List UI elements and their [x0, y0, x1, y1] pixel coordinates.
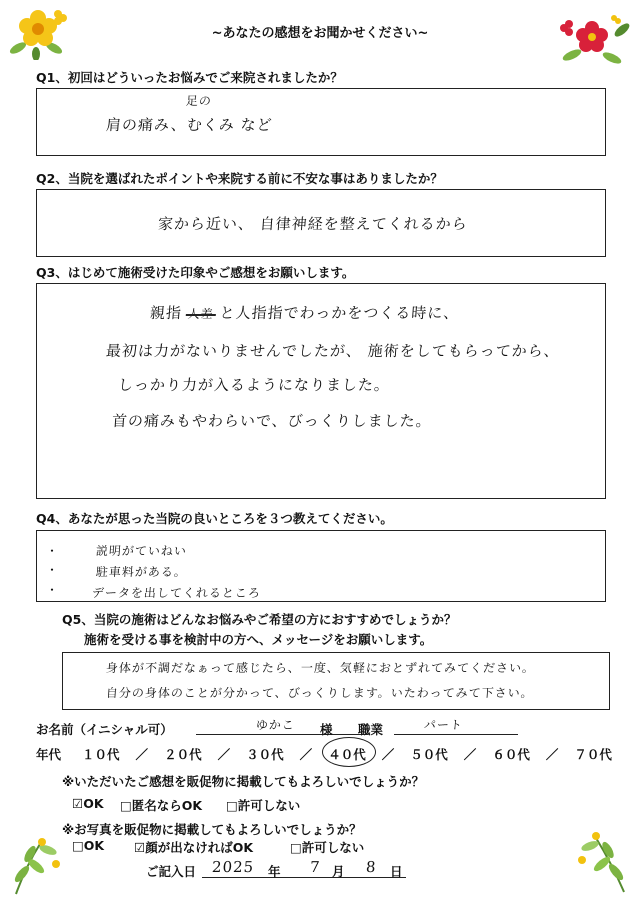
q4-answer-1: 説明がていねい: [95, 544, 188, 558]
age-option-10s[interactable]: １０代: [82, 747, 120, 762]
name-label: お名前（イニシャル可）: [36, 722, 173, 737]
q4-question: Q4、あなたが思った当院の良いところを３つ教えてください。: [36, 511, 393, 526]
q3-answer-line1: [149, 302, 460, 323]
page-title: ~あなたの感想をお聞かせください~: [211, 26, 429, 41]
q4-bullet: ・: [46, 544, 59, 558]
age-options: [82, 745, 612, 763]
q4-answer-3: データを出してくれるところ: [91, 586, 262, 600]
q3-answer-line1-rest: と人指指でわっかをつくる時に、: [218, 304, 461, 322]
year-unit: 年: [268, 864, 281, 879]
age-separator: ／: [135, 747, 149, 762]
consent-review-deny-checkbox[interactable]: □許可しない: [226, 798, 301, 813]
green-leaf-decoration-icon: [566, 830, 634, 894]
q5-answer-line1: 身体が不調だなぁって感じたら、一度、気軽におとずれてみてください。: [105, 661, 536, 675]
day-unit: 日: [390, 864, 403, 879]
q5-question-line1: Q5、当院の施術はどんなお悩みやご希望の方におすすめでしょうか？: [62, 612, 457, 627]
age-separator: ／: [545, 747, 559, 762]
name-underline: [196, 734, 368, 735]
date-underline: [202, 877, 406, 878]
q1-question: Q1、初回はどういったお悩みでご来院されましたか？: [36, 70, 343, 85]
q3-struck-word: 人差: [187, 307, 215, 321]
q4-bullet: ・: [46, 563, 59, 577]
q3-answer-line1-start: 親指: [149, 304, 183, 322]
occupation-label: 職業: [358, 722, 384, 737]
honorific-label: 様: [320, 722, 333, 737]
q3-answer-line2: 最初は力がないりませんでしたが、 施術をしてもらってから、: [105, 342, 561, 360]
q3-question: Q3、はじめて施術受けた印象やご感想をお願いします。: [36, 265, 355, 280]
q4-bullet: ・: [46, 583, 59, 597]
q1-answer: 肩の痛み、むくみ など: [105, 116, 274, 134]
date-label: ご記入日: [146, 864, 197, 879]
q5-answer-line2: 自分の身体のことが分かって、びっくりします。いたわってみて下さい。: [105, 686, 535, 700]
q2-question: Q2、当院を選ばれたポイントや来院する前に不安な事はありましたか？: [36, 171, 443, 186]
consent-review-ok-checkbox[interactable]: ☑OK: [72, 796, 104, 811]
age-option-40s-selected[interactable]: [328, 745, 366, 763]
consent-review-question: ※いただいたご感想を販促物に掲載してもよろしいでしょうか？: [62, 774, 425, 789]
age-option-20s[interactable]: ２０代: [164, 747, 202, 762]
q4-answer-2: 駐車料がある。: [95, 565, 188, 579]
age-separator: ／: [299, 747, 313, 762]
occupation-value: パート: [423, 718, 464, 732]
consent-photo-no-face-checkbox[interactable]: ☑顔が出なければOK: [134, 840, 254, 855]
date-day: 8: [365, 858, 378, 876]
q5-question-line2: 施術を受ける事を検討中の方へ、メッセージをお願いします。: [84, 632, 433, 647]
q3-answer-line3: しっかり力が入るようになりました。: [117, 376, 391, 394]
age-option-60s[interactable]: ６０代: [492, 747, 530, 762]
consent-photo-question: ※お写真を販促物に掲載してもよろしいでしょうか？: [62, 822, 362, 837]
age-separator: ／: [217, 747, 231, 762]
q1-answer-insert: 足の: [185, 94, 213, 108]
age-separator: ／: [463, 747, 477, 762]
age-option-30s[interactable]: ３０代: [246, 747, 284, 762]
age-option-70s[interactable]: ７０代: [574, 747, 612, 762]
q2-answer: 家から近い、 自律神経を整えてくれるから: [157, 215, 469, 233]
q3-answer-line4: 首の痛みもやわらいで、びっくりしました。: [111, 412, 433, 430]
age-separator: ／: [381, 747, 395, 762]
month-unit: 月: [332, 864, 345, 879]
occupation-underline: [394, 734, 518, 735]
consent-review-anonymous-checkbox[interactable]: □匿名ならOK: [120, 798, 203, 813]
date-month: 7: [309, 858, 322, 876]
green-leaf-decoration-icon: [6, 836, 74, 896]
name-value: ゆかこ: [255, 718, 296, 732]
age-option-50s[interactable]: ５０代: [410, 747, 448, 762]
selected-circle-mark: [322, 737, 376, 767]
consent-photo-ok-checkbox[interactable]: □OK: [72, 838, 105, 853]
date-year: 2025: [211, 858, 255, 876]
age-label: 年代: [36, 747, 62, 762]
consent-photo-deny-checkbox[interactable]: □許可しない: [290, 840, 365, 855]
age-option-40s-label: ４０代: [328, 747, 366, 762]
